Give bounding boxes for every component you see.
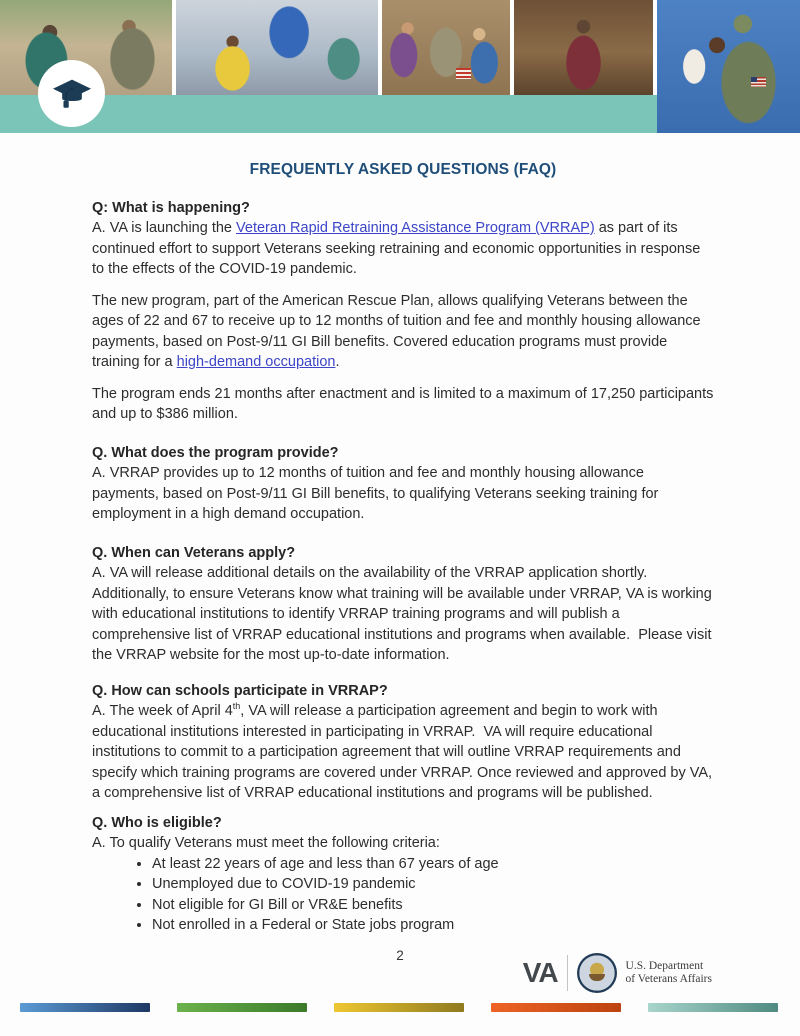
faq-section-when-apply <box>92 543 714 666</box>
faq-section-program-provide <box>92 443 714 525</box>
bar-teal <box>648 1003 778 1012</box>
question-heading-2: Q. What does the program provide? <box>92 444 339 461</box>
va-wordmark: VA <box>522 957 558 988</box>
vrrap-program-link[interactable]: Veteran Rapid Retraining Assistance Program (VRRAP) <box>236 220 595 236</box>
footer-color-bars <box>20 1003 778 1012</box>
answer-paragraph-1 <box>92 218 714 280</box>
answer-paragraph <box>92 701 717 804</box>
va-seal-icon <box>577 953 617 993</box>
answer-text: , VA will release a participation agreement and begin to work with educational institutions interested in participating in VRRAP. VA will require educational institutions to commit to a participation agreement that will outline VRRAP requirements and specify which training programs are covered under VRRAP. Once reviewed and approved by VA, a comprehensive list of VRRAP educational institutions and programs will be published. <box>92 703 717 801</box>
answer-text: . <box>335 354 340 370</box>
answer-text: A. VA is launching the <box>92 220 237 236</box>
question-heading-4: Q. How can schools participate in VRRAP? <box>92 682 388 699</box>
page-title: FREQUENTLY ASKED QUESTIONS (FAQ) <box>249 161 557 178</box>
faq-section-schools-participate <box>92 681 717 804</box>
answer-text: A. The week of April 4 <box>92 703 233 719</box>
bar-yellow <box>334 1003 464 1012</box>
answer-intro: A. To qualify Veterans must meet the following criteria: <box>92 835 440 851</box>
answer-paragraph: A. VRRAP provides up to 12 months of tuition and fee and monthly housing allowance payments, based on Post-9/11 GI Bill benefits, to qualifying Veterans seeking training for employment in a high demand occupation. <box>92 465 663 522</box>
faq-section-what-is-happening <box>92 198 718 425</box>
question-heading-5: Q. Who is eligible? <box>92 814 222 831</box>
answer-paragraph-2 <box>92 291 714 373</box>
answer-text: The new program, part of the American Rescue Plan, allows qualifying Veterans between the ages of 22 and 67 to receive up to 12 months of tuition and fee and monthly housing allowance payments, based on Post-9/11 GI Bill benefits. Covered education programs must provide training for a <box>92 292 705 370</box>
page-number: 2 <box>396 948 404 963</box>
department-line-2: of Veterans Affairs <box>625 973 712 985</box>
photo-library-study-group <box>176 0 378 95</box>
photo-soldier-hugging-child <box>657 0 800 133</box>
bar-blue <box>20 1003 150 1012</box>
us-flag-icon <box>456 68 471 79</box>
photo-banner <box>0 0 800 133</box>
faq-section-who-eligible <box>92 813 714 936</box>
answer-paragraph: A. VA will release additional details on the availability of the VRRAP application shortly. Additionally, to ensure Veterans know what training will be available under VRRAP, VA is working with educational institutions to identify VRRAP training programs and will publish a comprehensive list of VRRAP educational institutions and programs when available. Please visit the VRRAP website for the most up-to-date information. <box>92 565 716 663</box>
question-heading-3: Q. When can Veterans apply? <box>92 544 296 561</box>
question-heading-1: Q: What is happening? <box>92 199 250 216</box>
bar-orange <box>491 1003 621 1012</box>
bar-green <box>177 1003 307 1012</box>
eligibility-criteria-list <box>92 854 714 936</box>
logo-divider <box>567 955 568 991</box>
graduation-cap-icon <box>51 73 93 115</box>
answer-paragraph-3: The program ends 21 months after enactment and is limited to a maximum of 17,250 participants and up to $386 million. <box>92 385 718 422</box>
answer-text: as part of its continued effort to support Veterans seeking retraining and economic opportunities in response to the effects of the COVID-19 pandemic. <box>92 220 705 277</box>
education-logo-badge <box>38 60 105 127</box>
criteria-item: • Unemployed due to COVID-19 pandemic <box>152 874 714 895</box>
us-flag-patch-icon <box>751 77 766 87</box>
va-department-logo <box>523 953 712 993</box>
department-name <box>626 960 712 986</box>
department-line-1: U.S. Department <box>625 960 704 972</box>
high-demand-occupation-link[interactable]: high-demand occupation <box>176 354 336 370</box>
photo-veteran-family-flag <box>382 0 510 95</box>
ordinal-superscript: th <box>232 701 241 712</box>
criteria-item: • Not enrolled in a Federal or State jobs program <box>152 915 714 936</box>
criteria-item: • At least 22 years of age and less than 67 years of age <box>152 854 714 875</box>
photo-student-in-library <box>514 0 653 95</box>
faq-document-body <box>0 160 800 936</box>
criteria-item: • Not eligible for GI Bill or VR&E benefits <box>152 895 714 916</box>
